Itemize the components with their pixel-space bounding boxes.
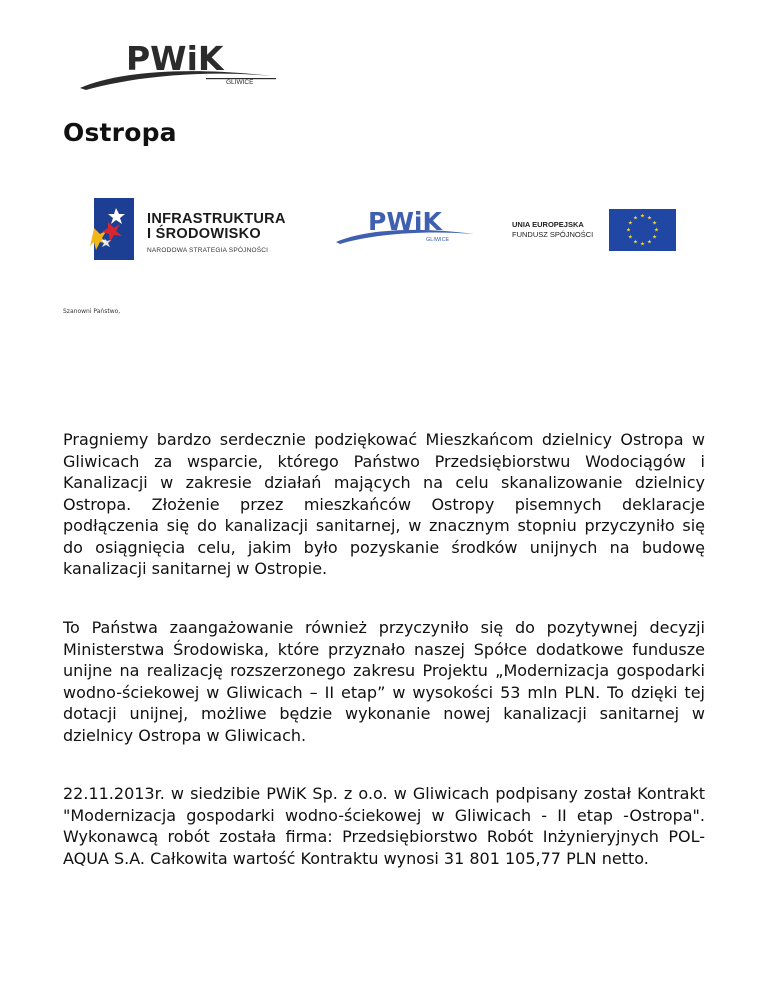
svg-text:★: ★	[633, 239, 638, 246]
logo-strip	[0, 196, 768, 268]
pwik-logo-word: PWiK	[126, 39, 224, 78]
eu-label-line1: UNIA EUROPEJSKA	[512, 220, 584, 229]
svg-text:★: ★	[627, 234, 633, 241]
svg-text:★: ★	[640, 241, 645, 248]
pwik-color-logo	[334, 204, 480, 248]
eu-flag-icon	[609, 209, 676, 251]
page-title: Ostropa	[63, 118, 177, 147]
eu-label-line2: FUNDUSZ SPÓJNOŚCI	[512, 230, 594, 239]
infrastruktura-line1: INFRASTRUKTURA	[147, 211, 286, 227]
pwik-logo-city: GLIWICE	[226, 79, 254, 86]
svg-text:★: ★	[647, 239, 652, 246]
infrastruktura-logo	[90, 196, 305, 262]
svg-text:★: ★	[627, 220, 633, 227]
greeting: Szanowni Państwo,	[63, 308, 121, 315]
svg-text:★: ★	[652, 234, 658, 241]
infrastruktura-subtitle: NARODOWA STRATEGIA SPÓJNOŚCI	[147, 247, 269, 254]
infrastruktura-title	[147, 212, 286, 242]
svg-text:★: ★	[626, 227, 631, 234]
svg-text:★: ★	[647, 215, 652, 222]
paragraph-1: Pragniemy bardzo serdecznie podziękować Mieszkańcom dzielnicy Ostropa w Gliwicach za wsparcie, którego Państwo Przedsiębiorstwu Wodociągów i Kanalizacji w zakresie działań mających na celu skanalizowanie dzielnicy Ostropa. Złożenie przez mieszkańców Ostropy pisemnych deklaracje podłączenia się do kanalizacji sanitarnej, w znacznym stopniu przyczyniło się do osiągnięcia celu, jakim było pozyskanie środków unijnych na budowę kanalizacji sanitarnej w Ostropie.	[63, 430, 705, 578]
infrastruktura-flag-icon	[90, 198, 136, 260]
infrastruktura-line2: I ŚRODOWISKO	[147, 226, 261, 242]
paragraph-3: 22.11.2013r. w siedzibie PWiK Sp. z o.o. w Gliwicach podpisany został Kontrakt "Modernizacja gospodarki wodno-ściekowej w Gliwicach - II etap -Ostropa". Wykonawcą robót została firma: Przedsiębiorstwo Robót Inżynieryjnych POL-AQUA S.A. Całkowita wartość Kontraktu wynosi 31 801 105,77 PLN netto.	[63, 784, 705, 868]
eu-label	[512, 220, 593, 240]
pwik-logo	[76, 36, 282, 96]
pwik-color-logo-city: GLIWICE	[426, 237, 450, 243]
svg-text:★: ★	[633, 215, 638, 222]
paragraph-2: To Państwa zaangażowanie również przyczyniło się do pozytywnej decyzji Ministerstwa Środowiska, które przyznało naszej Spółce dodatkowe fundusze unijne na realizację rozszerzonego zakresu Projektu „Modernizacja gospodarki wodno-ściekowej w Gliwicach – II etap” w wysokości 53 mln PLN. To dzięki tej dotacji unijnej, możliwe będzie wykonanie nowej kanalizacji sanitarnej w dzielnicy Ostropa w Gliwicach.	[63, 618, 705, 745]
svg-text:★: ★	[654, 227, 659, 234]
pwik-color-logo-word: PWiK	[368, 207, 442, 236]
svg-text:★: ★	[652, 220, 658, 227]
svg-text:★: ★	[640, 213, 645, 220]
